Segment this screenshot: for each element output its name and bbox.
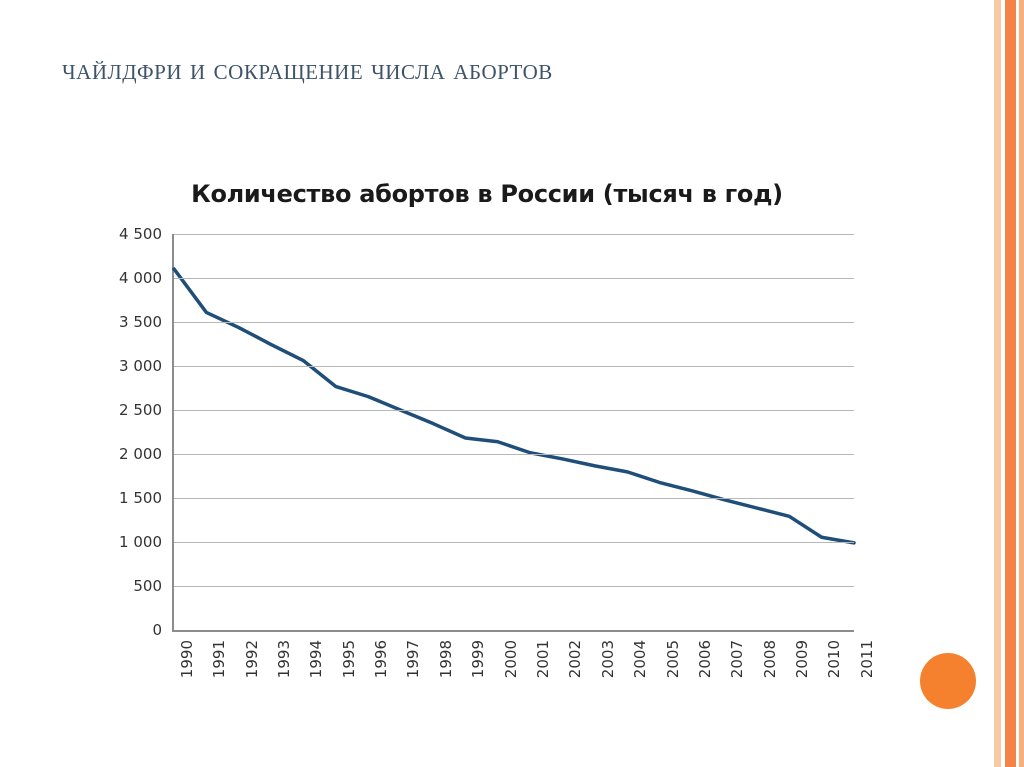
y-tick-label: 3 500 xyxy=(119,313,162,331)
decorative-edge-stripes xyxy=(994,0,1024,767)
x-tick-label: 1992 xyxy=(242,640,261,679)
x-tick-label: 1991 xyxy=(210,640,229,679)
x-tick-label: 1999 xyxy=(469,640,488,679)
gridline xyxy=(174,322,854,323)
stripe-5 xyxy=(1019,0,1024,767)
x-tick-label: 1995 xyxy=(339,640,358,679)
x-tick-label: 2000 xyxy=(501,640,520,679)
x-tick-label: 2010 xyxy=(825,640,844,679)
x-tick-label: 1997 xyxy=(404,640,423,679)
gridline xyxy=(174,542,854,543)
gridline xyxy=(174,234,854,235)
plot-outer xyxy=(62,225,892,734)
x-tick-label: 2001 xyxy=(534,640,553,679)
chart-title: Количество абортов в России (тысяч в год) xyxy=(191,180,783,208)
y-tick-label: 2 500 xyxy=(119,401,162,419)
y-tick-label: 4 000 xyxy=(119,269,162,287)
y-tick-label: 2 000 xyxy=(119,445,162,463)
gridline xyxy=(174,366,854,367)
plot-area xyxy=(172,234,854,632)
x-tick-label: 2007 xyxy=(728,640,747,679)
y-axis-labels xyxy=(62,225,170,639)
x-axis-labels xyxy=(172,634,876,734)
gridline xyxy=(174,278,854,279)
stripe-3 xyxy=(1005,0,1016,767)
x-tick-label: 2004 xyxy=(631,640,650,679)
x-tick-label: 1996 xyxy=(372,640,391,679)
x-tick-label: 2009 xyxy=(793,640,812,679)
y-tick-label: 1 000 xyxy=(119,533,162,551)
x-tick-label: 2008 xyxy=(760,640,779,679)
line-series xyxy=(174,234,854,630)
x-tick-label: 1993 xyxy=(274,640,293,679)
y-tick-label: 1 500 xyxy=(119,489,162,507)
gridline xyxy=(174,410,854,411)
decorative-dot xyxy=(920,653,976,709)
y-tick-label: 0 xyxy=(152,621,162,639)
x-tick-label: 2003 xyxy=(598,640,617,679)
gridline xyxy=(174,498,854,499)
x-tick-label: 1998 xyxy=(436,640,455,679)
page-title: чайлдфри и сокращение числа абортов xyxy=(62,53,553,86)
x-tick-label: 2002 xyxy=(566,640,585,679)
x-tick-label: 1994 xyxy=(307,640,326,679)
stripe-1 xyxy=(994,0,1001,767)
x-tick-label: 1990 xyxy=(177,640,196,679)
y-tick-label: 3 000 xyxy=(119,357,162,375)
x-tick-label: 2011 xyxy=(857,640,876,679)
chart-container xyxy=(62,180,892,750)
x-tick-label: 2006 xyxy=(695,640,714,679)
y-tick-label: 4 500 xyxy=(119,225,162,243)
x-tick-label: 2005 xyxy=(663,640,682,679)
gridline xyxy=(174,586,854,587)
gridline xyxy=(174,454,854,455)
y-tick-label: 500 xyxy=(133,577,162,595)
